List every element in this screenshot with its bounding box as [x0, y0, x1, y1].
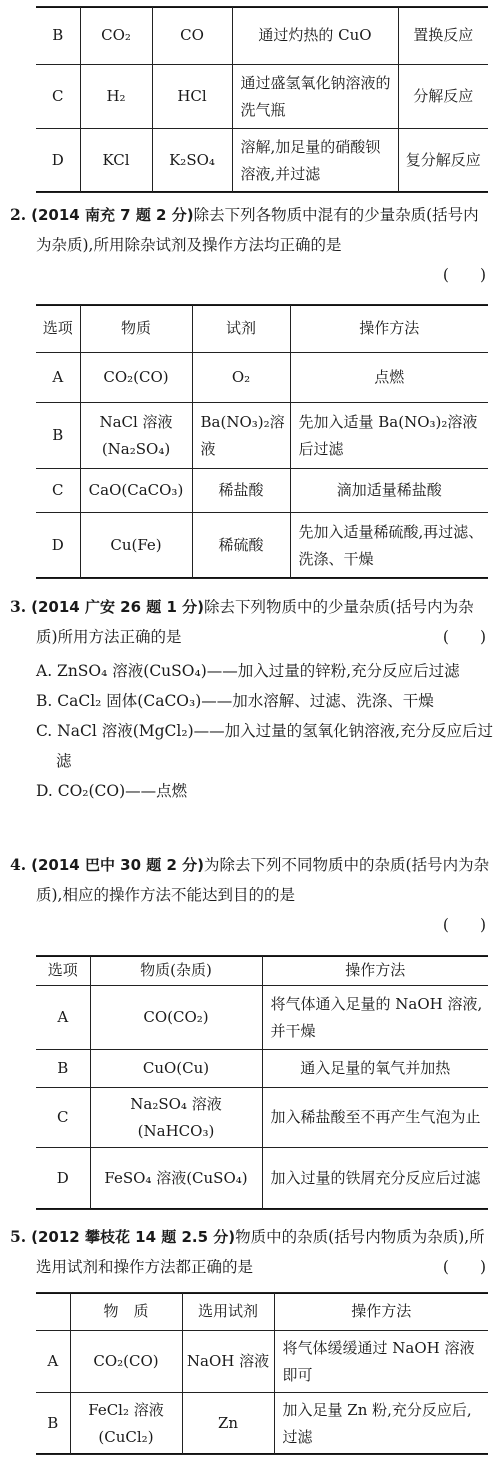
table-cell: Ba(NO₃)₂溶液: [192, 403, 290, 469]
table-row: [36, 1050, 488, 1088]
table-cell: FeSO₄ 溶液(CuSO₄): [90, 1148, 262, 1210]
question-3: [10, 592, 494, 652]
table-cell: D: [36, 513, 80, 579]
table0-cell: 复分解反应: [398, 129, 488, 193]
table-cell: 稀盐酸: [192, 469, 290, 513]
table-header-cell: 试剂: [192, 305, 290, 353]
table-cell: D: [36, 1148, 90, 1210]
table-cell: C: [36, 1088, 90, 1148]
question-3-options: [36, 656, 494, 806]
table0-frame: [36, 6, 488, 193]
table-cell: 加入过量的铁屑充分反应后过滤: [262, 1148, 488, 1210]
table0-cell: HCl: [152, 65, 232, 129]
table-row: [36, 469, 488, 513]
table-cell: Cu(Fe): [80, 513, 192, 579]
table-cell: B: [36, 403, 80, 469]
table-cell: 通入足量的氧气并加热: [262, 1050, 488, 1088]
table-q4: [36, 955, 488, 1210]
table0-cell: K₂SO₄: [152, 129, 232, 193]
question-source: (2014 巴中 30 题 2 分): [31, 856, 205, 874]
table-cell: 先加入适量稀硫酸,再过滤、洗涤、干燥: [290, 513, 488, 579]
table-cell: A: [36, 1331, 70, 1393]
table0-cell: 置换反应: [398, 7, 488, 65]
table-row: [36, 65, 488, 129]
table-header-cell: 操作方法: [262, 956, 488, 986]
table-cell: CO₂(CO): [80, 353, 192, 403]
question-number: 2.: [10, 205, 27, 224]
table-cell: Zn: [182, 1393, 274, 1455]
table-cell: CO(CO₂): [90, 986, 262, 1050]
question-source: (2014 广安 26 题 1 分): [31, 598, 205, 616]
table-cell: B: [36, 1393, 70, 1455]
table-cell: CO₂(CO): [70, 1331, 182, 1393]
answer-paren: ( ): [442, 916, 486, 934]
table-cell: CaO(CaCO₃): [80, 469, 192, 513]
table0-cell: H₂: [80, 65, 152, 129]
question-source: (2014 南充 7 题 2 分): [31, 206, 194, 224]
table-header-cell: 选项: [36, 956, 90, 986]
table-cell: A: [36, 353, 80, 403]
table-q5: [36, 1292, 488, 1455]
table-cell: NaOH 溶液: [182, 1331, 274, 1393]
option-d: D. CO₂(CO)——点燃: [36, 782, 188, 800]
question-2: [10, 200, 494, 290]
table0: [36, 6, 488, 193]
table-cell: C: [36, 469, 80, 513]
table0-cell: 溶解,加足量的硝酸钡溶液,并过滤: [232, 129, 398, 193]
question-text: 物质中的杂质(括号内物质为杂质),所选用试剂和操作方法都正确的是: [36, 1228, 485, 1276]
table-q5-frame: [36, 1292, 488, 1455]
table-header-cell: 选用试剂: [182, 1293, 274, 1331]
table-header-row: [36, 956, 488, 986]
table0-cell: CO: [152, 7, 232, 65]
table-cell: A: [36, 986, 90, 1050]
table-cell: 加入足量 Zn 粉,充分反应后,过滤: [274, 1393, 488, 1455]
table-cell: 先加入适量 Ba(NO₃)₂溶液后过滤: [290, 403, 488, 469]
answer-paren: ( ): [442, 266, 486, 284]
table-header-cell: [36, 1293, 70, 1331]
table0-cell: 通过灼热的 CuO: [232, 7, 398, 65]
table0-cell: KCl: [80, 129, 152, 193]
table-header-cell: 操作方法: [290, 305, 488, 353]
option-b: B. CaCl₂ 固体(CaCO₃)——加水溶解、过滤、洗涤、干燥: [36, 692, 434, 710]
table-row: [36, 1088, 488, 1148]
table-cell: O₂: [192, 353, 290, 403]
table-cell: 加入稀盐酸至不再产生气泡为止: [262, 1088, 488, 1148]
table-row: [36, 1331, 488, 1393]
table-header-row: [36, 305, 488, 353]
table-row: [36, 353, 488, 403]
table-header-cell: 物质: [80, 305, 192, 353]
answer-paren: ( ): [442, 1258, 486, 1276]
table0-cell: 分解反应: [398, 65, 488, 129]
table-cell: CuO(Cu): [90, 1050, 262, 1088]
table-row: [36, 986, 488, 1050]
option-c: C. NaCl 溶液(MgCl₂)——加入过量的氢氧化钠溶液,充分反应后过滤: [36, 722, 494, 770]
table0-cell: C: [36, 65, 80, 129]
table-cell: 将气体缓缓通过 NaOH 溶液即可: [274, 1331, 488, 1393]
table-row: [36, 513, 488, 579]
table0-cell: B: [36, 7, 80, 65]
table-cell: 点燃: [290, 353, 488, 403]
table-cell: B: [36, 1050, 90, 1088]
question-source: (2012 攀枝花 14 题 2.5 分): [31, 1228, 236, 1246]
table-cell: FeCl₂ 溶液(CuCl₂): [70, 1393, 182, 1455]
answer-paren: ( ): [442, 628, 486, 646]
table-row: [36, 403, 488, 469]
question-number: 4.: [10, 855, 27, 874]
table-row: [36, 1393, 488, 1455]
table-q4-frame: [36, 955, 488, 1210]
table0-cell: 通过盛氢氧化钠溶液的洗气瓶: [232, 65, 398, 129]
question-5: [10, 1222, 494, 1282]
table-q2: [36, 304, 488, 579]
table-row: [36, 1148, 488, 1210]
table-cell: NaCl 溶液(Na₂SO₄): [80, 403, 192, 469]
table-header-cell: 物 质: [70, 1293, 182, 1331]
question-text: 为除去下列不同物质中的杂质(括号内为杂质),相应的操作方法不能达到目的的是: [36, 856, 490, 904]
table-cell: Na₂SO₄ 溶液(NaHCO₃): [90, 1088, 262, 1148]
option-a: A. ZnSO₄ 溶液(CuSO₄)——加入过量的锌粉,充分反应后过滤: [36, 662, 460, 680]
table-q2-frame: [36, 304, 488, 579]
question-4: [10, 850, 494, 940]
table0-cell: CO₂: [80, 7, 152, 65]
question-text: 除去下列各物质中混有的少量杂质(括号内为杂质),所用除杂试剂及操作方法均正确的是: [36, 206, 479, 254]
question-text: 除去下列物质中的少量杂质(括号内为杂质)所用方法正确的是: [36, 598, 474, 646]
table-header-cell: 操作方法: [274, 1293, 488, 1331]
table-header-row: [36, 1293, 488, 1331]
table-cell: 稀硫酸: [192, 513, 290, 579]
table-row: [36, 129, 488, 193]
table-header-cell: 物质(杂质): [90, 956, 262, 986]
table-row: [36, 7, 488, 65]
question-number: 5.: [10, 1227, 27, 1246]
table-cell: 将气体通入足量的 NaOH 溶液,并干燥: [262, 986, 488, 1050]
table0-cell: D: [36, 129, 80, 193]
table-cell: 滴加适量稀盐酸: [290, 469, 488, 513]
table-header-cell: 选项: [36, 305, 80, 353]
question-number: 3.: [10, 597, 27, 616]
